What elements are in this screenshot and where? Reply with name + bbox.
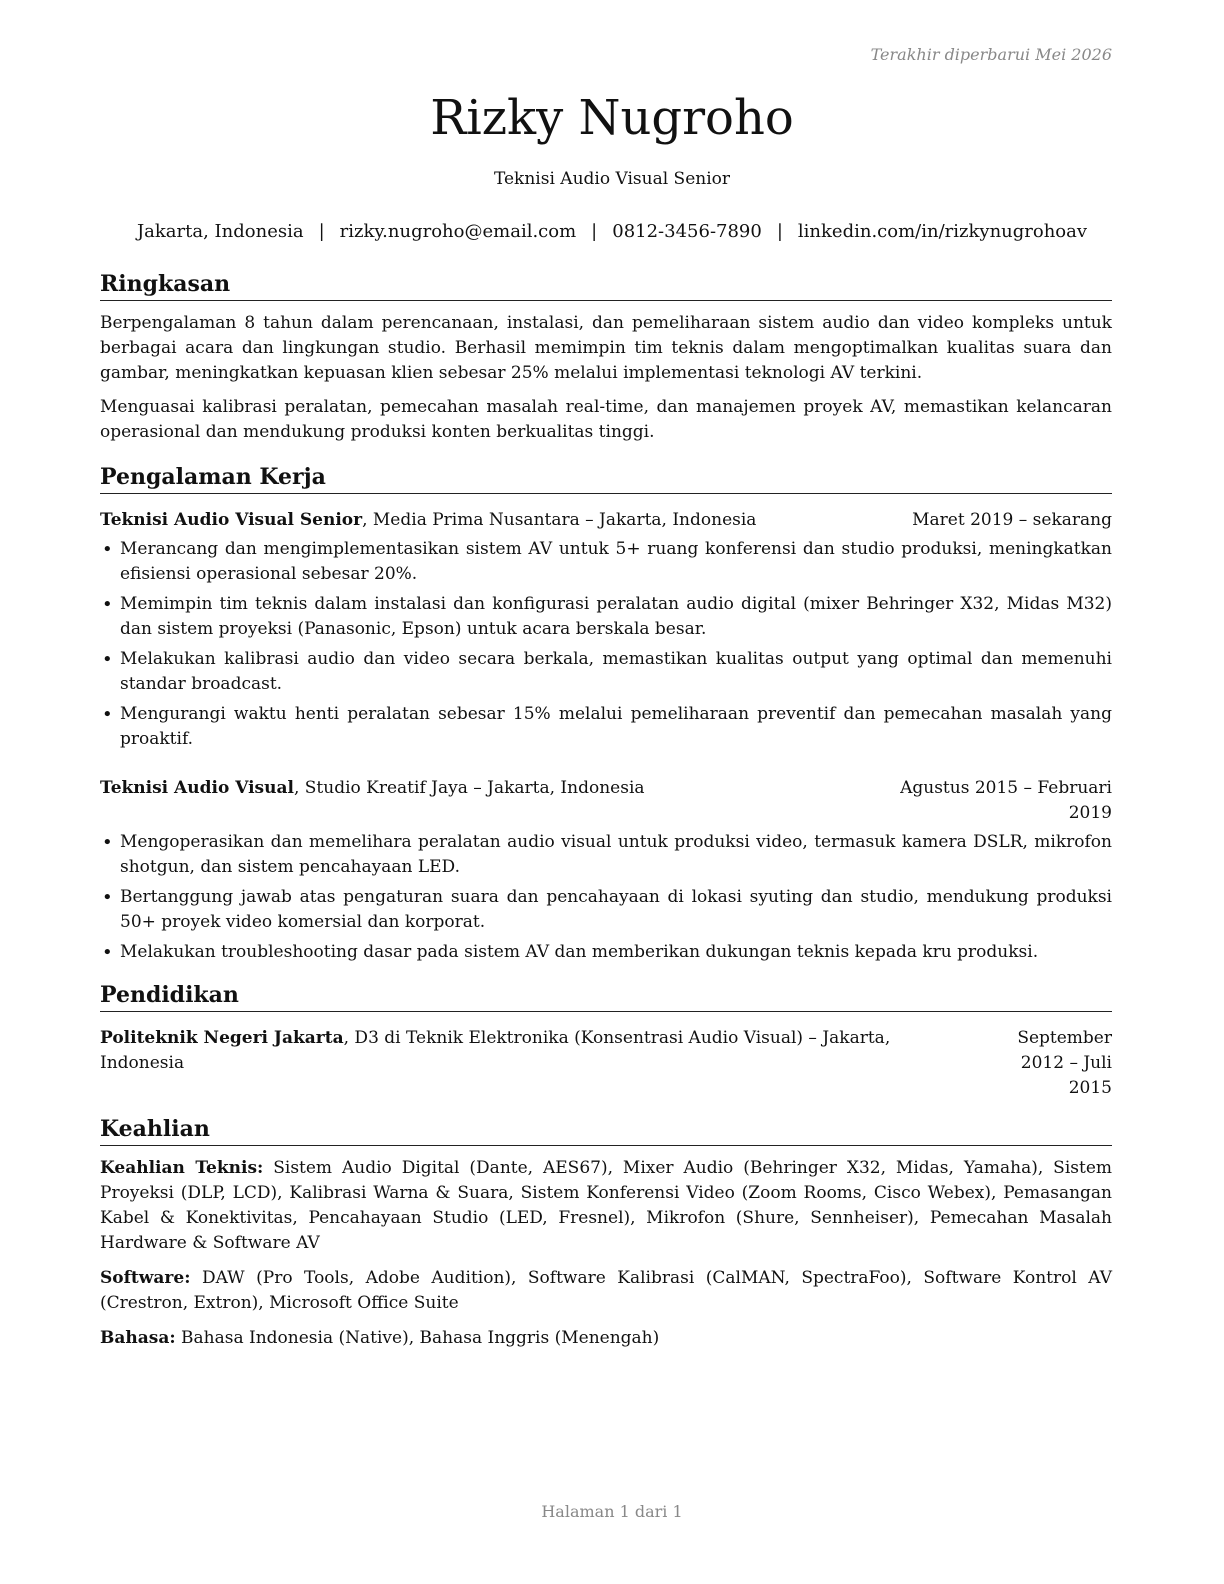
education-school: Politeknik Negeri Jakarta [100, 1028, 344, 1048]
list-item: • Merancang dan mengimplementasikan sistem AV untuk 5+ ruang konferensi dan studio produksi, meningkatkan efisiensi operasional sebesar 20%. [120, 537, 1112, 587]
education-entry [100, 1026, 1112, 1101]
section-heading: Ringkasan [100, 270, 1112, 301]
candidate-name: Rizky Nugroho [430, 90, 794, 146]
contact-line [0, 220, 1224, 244]
job-header [100, 776, 1112, 826]
job-dates: Maret 2019 – sekarang [912, 510, 1112, 530]
experience-section [100, 463, 1112, 965]
list-item: • Bertanggung jawab atas pengaturan suara dan pencahayaan di lokasi syuting dan studio, mendukung produksi 50+ proyek video komersial dan korporat. [120, 885, 1112, 935]
list-item: • Mengurangi waktu henti peralatan sebesar 15% melalui pemeliharaan preventif dan pemecahan masalah yang proaktif. [120, 702, 1112, 752]
contact-phone[interactable]: 0812-3456-7890 [612, 221, 762, 242]
candidate-title: Teknisi Audio Visual Senior [493, 169, 731, 189]
section-heading: Keahlian [100, 1115, 1112, 1146]
education-school-detail [100, 1026, 967, 1076]
skill-label: Bahasa: [100, 1328, 176, 1348]
skills-section [100, 1115, 1112, 1351]
contact-separator: | [776, 221, 783, 242]
section-heading: Pengalaman Kerja [100, 463, 1112, 494]
skill-line [100, 1156, 1112, 1256]
list-item: • Melakukan troubleshooting dasar pada sistem AV dan memberikan dukungan teknis kepada kru produksi. [120, 940, 1112, 965]
last-updated: Terakhir diperbarui Mei 2026 [870, 45, 1112, 64]
job-bullets [100, 537, 1112, 752]
contact-email[interactable]: rizky.nugroho@email.com [339, 221, 577, 242]
education-section [100, 981, 1112, 1101]
summary-section [100, 270, 1112, 445]
summary-paragraph: Berpengalaman 8 tahun dalam perencanaan, instalasi, dan pemeliharaan sistem audio dan video kompleks untuk berbagai acara dan lingkungan studio. Berhasil memimpin tim teknis dalam mengoptimalkan kualitas suara dan gambar, meningkatkan kepuasan klien sebesar 25% melalui implementasi teknologi AV terkini. [100, 313, 1112, 383]
contact-separator: | [591, 221, 598, 242]
contact-separator: | [318, 221, 325, 242]
contact-location: Jakarta, Indonesia [136, 221, 304, 242]
job-bullets [100, 830, 1112, 965]
summary-paragraph: Menguasai kalibrasi peralatan, pemecahan masalah real-time, dan manajemen proyek AV, memastikan kelancaran operasional dan mendukung produksi konten berkualitas tinggi. [100, 397, 1112, 442]
education-detail: , D3 di Teknik Elektronika (Konsentrasi Audio Visual) – Jakarta, Indonesia [100, 1028, 891, 1073]
job-role-company [100, 776, 862, 801]
job-header [100, 508, 1112, 533]
job-company: , Media Prima Nusantara – Jakarta, Indonesia [362, 510, 757, 530]
skill-label: Keahlian Teknis: [100, 1158, 264, 1178]
job-dates: Agustus 2015 – Februari 2019 [900, 778, 1112, 823]
resume-content [100, 270, 1112, 1359]
education-dates: September 2012 – Juli 2015 [1017, 1028, 1112, 1098]
skill-line [100, 1266, 1112, 1316]
skill-line [100, 1326, 1112, 1351]
skill-text: Sistem Audio Digital (Dante, AES67), Mixer Audio (Behringer X32, Midas, Yamaha), Sistem Proyeksi (DLP, LCD), Kalibrasi Warna & Suara, Sistem Konferensi Video (Zoom Rooms, Cisco Webex), Pemasangan Kabel & Konektivitas, Pencahayaan Studio (LED, Fresnel), Mikrofon (Shure, Sennheiser), Pemecahan Masalah Hardware & Software AV [100, 1158, 1112, 1253]
contact-linkedin[interactable]: linkedin.com/in/rizkynugrohoav [797, 221, 1088, 242]
skill-text: Bahasa Indonesia (Native), Bahasa Inggris (Menengah) [175, 1328, 660, 1348]
list-item: • Melakukan kalibrasi audio dan video secara berkala, memastikan kualitas output yang optimal dan memenuhi standar broadcast. [120, 647, 1112, 697]
skill-text: DAW (Pro Tools, Adobe Audition), Software Kalibrasi (CalMAN, SpectraFoo), Software Kontrol AV (Crestron, Extron), Microsoft Office Suite [100, 1268, 1112, 1313]
job-company: , Studio Kreatif Jaya – Jakarta, Indonesia [293, 778, 645, 798]
page-footer: Halaman 1 dari 1 [541, 1502, 683, 1521]
list-item: • Memimpin tim teknis dalam instalasi dan konfigurasi peralatan audio digital (mixer Behringer X32, Midas M32) dan sistem proyeksi (Panasonic, Epson) untuk acara berskala besar. [120, 592, 1112, 642]
list-item: • Mengoperasikan dan memelihara peralatan audio visual untuk produksi video, termasuk kamera DSLR, mikrofon shotgun, dan sistem pencahayaan LED. [120, 830, 1112, 880]
skill-label: Software: [100, 1268, 191, 1288]
job-role-company [100, 508, 902, 533]
job-role: Teknisi Audio Visual [100, 778, 294, 798]
section-heading: Pendidikan [100, 981, 1112, 1012]
job-role: Teknisi Audio Visual Senior [100, 510, 363, 530]
